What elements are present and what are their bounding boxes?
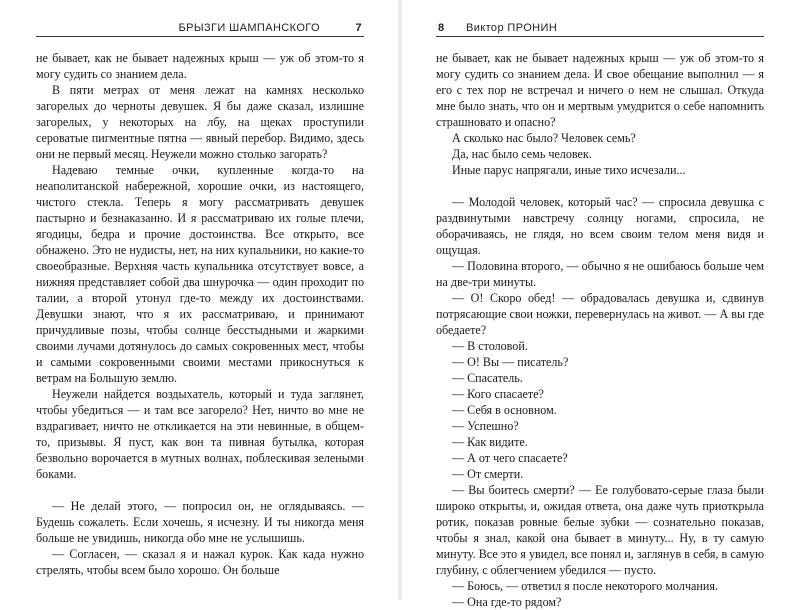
paragraph: — Спасатель. — [452, 371, 523, 385]
paragraph: — Вы боитесь смерти? — Ее голубовато-серые глаза были широко открыты, и, ожидая ответа, она даже чуть приоткрыла ротик, показав ровные белые зубки — сознательно показав, чтобы я знал, какой она бывает в минуту... Ну, в ту самую минуту. Все это я увидел, все понял и, заглянув в себя, в самую глубину, с облегчением убедился — пусто. — [436, 483, 764, 577]
running-head-right — [436, 22, 764, 37]
paragraph: — Успешно? — [452, 419, 519, 433]
paragraph: А сколько нас было? Человек семь? — [452, 131, 636, 145]
left-page-text — [36, 50, 364, 578]
paragraph: Иные парус напрягали, иные тихо исчезали... — [452, 163, 686, 177]
paragraph: — Молодой человек, который час? — спросила девушка с раздвинутыми навстречу солнцу ногами, спросила, не оборачиваясь, не глядя, но всем своим телом меня видя и ощущая. — [436, 195, 764, 257]
paragraph: Да, нас было семь человек. — [452, 147, 592, 161]
paragraph: В пяти метрах от меня лежат на камнях несколько загорелых до черноты девушек. Я бы даже сказал, излишне загорелых, у некоторых на лбу, на щеках проступили сероватые пигментные пятна — явный перебор. Видимо, здесь они не первый месяц. Неужели можно столько загорать? — [36, 83, 364, 161]
paragraph: Неужели найдется воздыхатель, который и туда заглянет, чтобы убедиться — и там все загорело? Нет, ничто во мне не вздрагивает, ничто не откликается на эти невинные, в общем-то, призывы. Я пуст, как вон та пивная бутылка, которая безвольно ворочается в мутных волнах, поблескивая зелеными боками. — [36, 387, 364, 481]
paragraph: — Себя в основном. — [452, 403, 557, 417]
right-page — [400, 0, 800, 609]
paragraph: — О! Вы — писатель? — [452, 355, 569, 369]
paragraph: не бывает, как не бывает надежных крыш — уж об этом-то я могу судить со знанием дела. И свое обещание выполнил — я его с тех пор не встречал и ничего о нем не слышал. Откуда мне было знать, что он и мертвым умудрится о себе напомнить страшновато и опасно? — [436, 51, 764, 129]
left-page — [0, 0, 400, 600]
paragraph: — Согласен, — сказал я и нажал курок. Как када нужно стрелять, чтобы всем было хорошо. Он больше — [36, 547, 364, 577]
paragraph: — Кого спасаете? — [452, 387, 544, 401]
right-page-text — [436, 50, 764, 610]
paragraph: — В столовой. — [452, 339, 528, 353]
running-head-title: Виктор ПРОНИН — [466, 22, 558, 34]
paragraph: — Не делай этого, — попросил он, не оглядываясь. — Будешь сожалеть. Если хочешь, я исчезну. И ты никогда меня больше не увидишь, никогда обо мне не услышишь. — [36, 499, 364, 545]
running-head-left — [36, 22, 364, 37]
running-head-title: БРЫЗГИ ШАМПАНСКОГО — [178, 22, 320, 34]
paragraph: — Как видите. — [452, 435, 528, 449]
page-number: 8 — [438, 22, 445, 34]
paragraph: Надеваю темные очки, купленные когда-то на неаполитанской набережной, хорошие очки, из настоящего, чистого стекла. Теперь я могу рассматривать девушек пастырно и безнаказанно. И я рассматриваю их голые плечи, ягодицы, бедра и прочие достоинства. Все открыто, все обнажено. Это не нудисты, нет, на них купальники, но какие-то своеобразные. Верхняя часть купальника отсутствует вовсе, а нижняя представляет собой два шнурочка — один проходит по талии, а второй утонул где-то между их достоинствами. Девушки знают, что я их рассматриваю, и принимают причудливые позы, чтобы солнце бесстыдными и жаркими своими лучами дотянулось до самых сокровенных мест, чтобы и самыми сокровенными своими местами прикоснуться к ветрам на Большую землю. — [36, 163, 364, 385]
paragraph: — Боюсь, — ответил я после некоторого молчания. — [452, 579, 718, 593]
paragraph: — Она где-то рядом? — [452, 595, 562, 609]
paragraph: — Половина второго, — обычно я не ошибаюсь больше чем на две-три минуты. — [436, 259, 764, 289]
paragraph: — О! Скоро обед! — обрадовалась девушка и, сдвинув потрясающие свои ножки, перевернулась на живот. — А вы где обедаете? — [436, 291, 764, 337]
paragraph: — А от чего спасаете? — [452, 451, 568, 465]
paragraph: — От смерти. — [452, 467, 524, 481]
paragraph: не бывает, как не бывает надежных крыш — уж об этом-то я могу судить со знанием дела. — [36, 51, 364, 81]
page-number: 7 — [355, 22, 362, 34]
